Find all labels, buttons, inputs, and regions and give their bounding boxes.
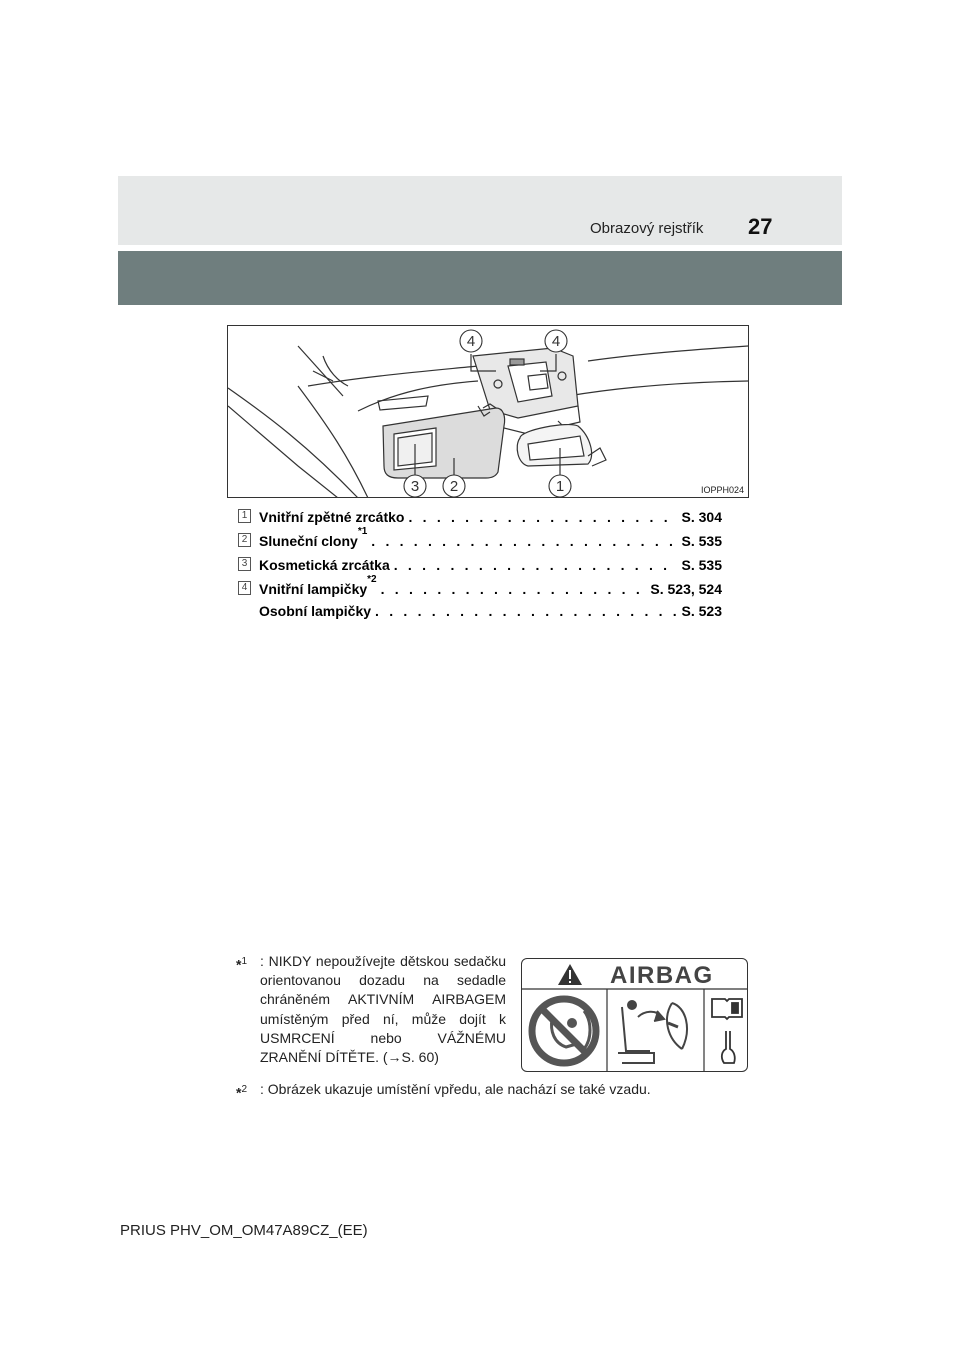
entry-number: 4 (238, 581, 251, 595)
list-item (238, 600, 722, 624)
footnote-1 (236, 952, 506, 1067)
entry-label: Osobní lampičky (259, 603, 372, 619)
callout-1-text: 1 (555, 478, 565, 495)
footnote-marker: *$^2$ (236, 1084, 248, 1101)
callout-4-left-text: 4 (466, 333, 476, 350)
leader-dots (408, 509, 676, 525)
entry-label: Kosmetická zrcátka (259, 557, 390, 573)
entry-number: 3 (238, 557, 251, 571)
entry-number: 1 (238, 509, 251, 523)
footnote-text: : NIKDY nepoužívejte dětskou sedačku orientovanou dozadu na sedadle chráněném AKTIVNÍM AIRBAGEM umístěným před ní, může dojít k USMRCENÍ nebo VÁŽNÉMU ZRANĚNÍ DÍTĚTE. (→S. 60) (260, 953, 506, 1066)
footnote-mark: *1 (357, 526, 368, 537)
header-bar (118, 251, 842, 305)
page-reference[interactable]: S. 535 (681, 557, 722, 573)
header-band (118, 176, 842, 245)
ceiling-drawing (228, 326, 749, 498)
footer-document-code: PRIUS PHV_OM_OM47A89CZ_(EE) (120, 1222, 368, 1239)
callout-3-text: 3 (410, 478, 420, 495)
seat-airbag-icon (618, 1001, 687, 1063)
list-item (238, 554, 722, 578)
leader-dots (394, 557, 677, 573)
footnote-text: : Obrázek ukazuje umístění vpředu, ale nachází se také vzadu. (260, 1081, 651, 1097)
entry-label: Vnitřní zpětné zrcátko (259, 509, 405, 525)
page-reference[interactable]: S. 523 (681, 603, 722, 619)
warning-triangle-icon (558, 964, 582, 985)
page-number: 27 (748, 214, 773, 239)
list-item (238, 506, 722, 530)
callout-2-text: 2 (449, 478, 459, 495)
entry-label: Vnitřní lampičky (259, 581, 368, 597)
airbag-warning-label (521, 958, 748, 1072)
page-reference[interactable]: S. 523, 524 (650, 581, 722, 597)
list-item (238, 574, 722, 602)
footnote-mark: *2 (367, 574, 377, 585)
entry-number: 2 (238, 533, 251, 547)
interior-ceiling-illustration (227, 325, 749, 498)
entry-list (238, 506, 722, 624)
footnote-marker: *$^1$ (236, 956, 248, 973)
page-reference[interactable]: S. 304 (681, 509, 722, 525)
entry-label: Sluneční clony (259, 533, 358, 549)
leader-dots (381, 581, 646, 597)
no-rear-facing-child-seat-icon (532, 999, 596, 1063)
leader-dots (371, 533, 676, 549)
manual-icon (712, 999, 742, 1063)
page-reference[interactable]: S. 535 (681, 533, 722, 549)
leader-dots (375, 603, 676, 619)
callout-4-right-text: 4 (551, 333, 561, 350)
section-title: Obrazový rejstřík (590, 220, 704, 237)
footnote-2 (236, 1080, 651, 1099)
airbag-title: AIRBAG (610, 962, 714, 989)
image-code: IOPPH024 (700, 485, 744, 495)
list-item (238, 526, 722, 554)
